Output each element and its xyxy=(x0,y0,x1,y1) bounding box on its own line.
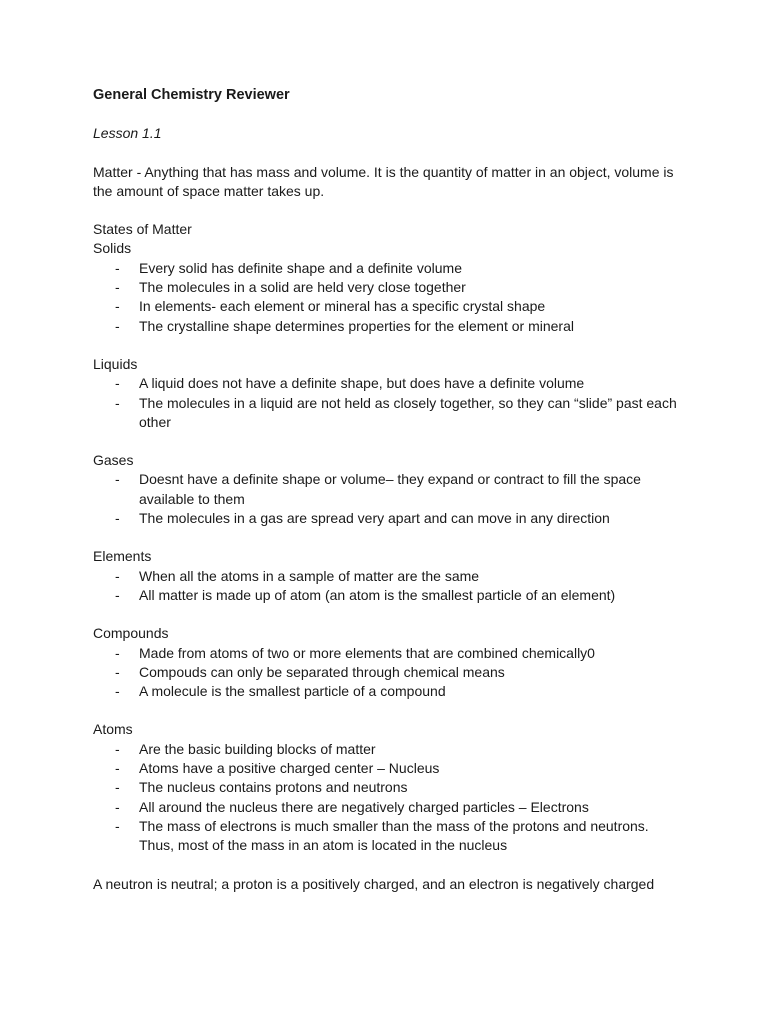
compounds-heading: Compounds xyxy=(93,625,169,642)
list-item-text: A liquid does not have a definite shape, but does have a definite volume xyxy=(139,375,585,392)
list-item-text: Doesnt have a definite shape or volume– they expand or contract to fill the space available to them xyxy=(139,471,641,507)
bullet-dash: - xyxy=(115,779,120,796)
bullet-dash: - xyxy=(115,471,120,488)
atoms-heading: Atoms xyxy=(93,721,133,738)
section-gases xyxy=(93,451,683,528)
list-item-text: In elements- each element or mineral has a specific crystal shape xyxy=(139,298,546,315)
solids-heading: Solids xyxy=(93,240,132,257)
bullet-dash: - xyxy=(115,760,120,777)
list-item xyxy=(93,778,683,797)
list-item-text: Compouds can only be separated through chemical means xyxy=(139,663,505,680)
liquids-heading: Liquids xyxy=(93,355,138,372)
list-item-text: Atoms have a positive charged center – Nucleus xyxy=(139,760,440,777)
section-liquids xyxy=(93,355,683,432)
list-item xyxy=(93,278,683,297)
list-item xyxy=(93,586,683,605)
bullet-dash: - xyxy=(115,798,120,815)
list-item-text: The crystalline shape determines properties for the element or mineral xyxy=(139,317,574,334)
list-item-text: The molecules in a solid are held very close together xyxy=(139,279,466,296)
list-item-text: The nucleus contains protons and neutrons xyxy=(139,779,408,796)
bullet-dash: - xyxy=(115,567,120,584)
states-of-matter-heading: States of Matter xyxy=(93,221,192,238)
list-item-text: All around the nucleus there are negatively charged particles – Electrons xyxy=(139,798,589,815)
list-item xyxy=(93,470,683,509)
section-compounds xyxy=(93,624,683,701)
list-item-text: A molecule is the smallest particle of a compound xyxy=(139,683,446,700)
gases-heading: Gases xyxy=(93,452,134,469)
bullet-dash: - xyxy=(115,510,120,527)
list-item-text: When all the atoms in a sample of matter are the same xyxy=(139,567,480,584)
list-item xyxy=(93,682,683,701)
section-elements xyxy=(93,547,683,605)
list-item xyxy=(93,374,683,393)
list-item xyxy=(93,317,683,336)
compounds-list xyxy=(93,644,683,702)
bullet-dash: - xyxy=(115,375,120,392)
liquids-list xyxy=(93,374,683,432)
document-page xyxy=(93,86,683,913)
elements-list xyxy=(93,567,683,606)
list-item-text: The molecules in a liquid are not held as closely together, so they can “slide” past each other xyxy=(139,394,677,430)
atoms-list xyxy=(93,740,683,856)
list-item xyxy=(93,740,683,759)
bullet-dash: - xyxy=(115,663,120,680)
bullet-dash: - xyxy=(115,317,120,334)
list-item xyxy=(93,798,683,817)
list-item xyxy=(93,817,683,856)
lesson-label: Lesson 1.1 xyxy=(93,125,162,142)
solids-list xyxy=(93,259,683,336)
list-item-text: All matter is made up of atom (an atom is the smallest particle of an element) xyxy=(139,586,616,603)
closing-paragraph: A neutron is neutral; a proton is a positively charged, and an electron is negatively charged xyxy=(93,875,655,892)
list-item xyxy=(93,644,683,663)
bullet-dash: - xyxy=(115,279,120,296)
bullet-dash: - xyxy=(115,740,120,757)
list-item xyxy=(93,259,683,278)
gases-list xyxy=(93,470,683,528)
bullet-dash: - xyxy=(115,394,120,411)
list-item xyxy=(93,297,683,316)
elements-heading: Elements xyxy=(93,548,152,565)
list-item xyxy=(93,567,683,586)
list-item-text: Are the basic building blocks of matter xyxy=(139,740,376,757)
list-item-text: Every solid has definite shape and a definite volume xyxy=(139,259,462,276)
list-item xyxy=(93,394,683,433)
bullet-dash: - xyxy=(115,259,120,276)
bullet-dash: - xyxy=(115,644,120,661)
bullet-dash: - xyxy=(115,817,120,834)
list-item xyxy=(93,759,683,778)
section-solids xyxy=(93,220,683,336)
bullet-dash: - xyxy=(115,683,120,700)
bullet-dash: - xyxy=(115,586,120,603)
list-item-text: The mass of electrons is much smaller than the mass of the protons and neutrons. Thus, most of the mass in an atom is located in the nucleus xyxy=(139,817,649,854)
list-item xyxy=(93,663,683,682)
list-item-text: Made from atoms of two or more elements that are combined chemically0 xyxy=(139,644,595,661)
section-atoms xyxy=(93,720,683,855)
matter-definition: Matter - Anything that has mass and volume. It is the quantity of matter in an object, volume is the amount of space matter takes up. xyxy=(93,163,674,199)
document-title: General Chemistry Reviewer xyxy=(93,87,290,103)
bullet-dash: - xyxy=(115,298,120,315)
list-item-text: The molecules in a gas are spread very apart and can move in any direction xyxy=(139,510,610,527)
list-item xyxy=(93,509,683,528)
